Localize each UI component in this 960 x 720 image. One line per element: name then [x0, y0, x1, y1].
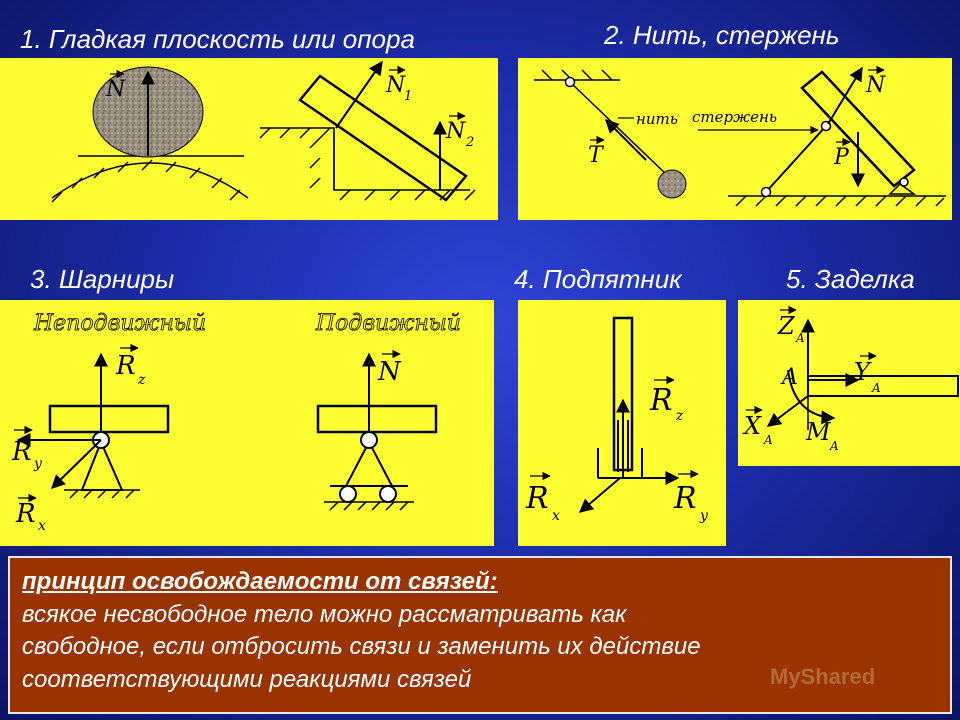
label-rz: R — [650, 383, 673, 418]
panel-smooth-plane — [0, 58, 498, 220]
fixed-hinge-beam — [50, 406, 168, 432]
ceiling — [534, 70, 620, 80]
movable-hinge-roller-right — [380, 486, 396, 502]
label-ma: M — [806, 418, 831, 446]
panel-hinges — [0, 300, 494, 546]
rod-hinge-bottom — [762, 188, 771, 197]
thread-pin — [566, 78, 575, 87]
label-rx: R — [526, 481, 549, 516]
label-rz-sub: z — [138, 372, 146, 388]
heading-thread-rod: 2. Нить, стержень — [604, 20, 840, 50]
arrow-n1 — [336, 62, 382, 128]
arrow-rx — [52, 440, 101, 488]
label-n2: N — [446, 119, 466, 144]
slanted-bar — [300, 76, 466, 200]
thread-line — [570, 82, 668, 176]
label-rx-sub: x — [38, 518, 46, 534]
ledge-ground — [260, 128, 475, 200]
label-rx-sub: x — [552, 508, 560, 524]
label-n1-sub: 1 — [404, 89, 413, 104]
label-ry-sub: y — [34, 456, 42, 472]
principle-title: принцип освобождаемости от связей: — [22, 568, 498, 595]
arrow-xa — [768, 396, 808, 426]
curved-ground — [52, 160, 248, 202]
panel-thrust-bearing — [518, 300, 726, 546]
label-xa-sub: A — [764, 433, 773, 447]
label-n: N — [106, 77, 126, 102]
label-ry: R — [674, 481, 697, 516]
movable-hinge-roller-left — [340, 486, 356, 502]
label-n: N — [378, 357, 401, 387]
label-za: Z — [778, 312, 795, 340]
principle-line-1: всякое несвободное тело можно рассматривать как — [22, 600, 627, 628]
heading-fixed-end: 5. Заделка — [786, 264, 915, 294]
rod-ground — [728, 196, 946, 206]
arrow-rx — [580, 478, 620, 512]
label-ma-sub: A — [830, 439, 839, 453]
label-ry: R — [12, 437, 32, 467]
label-n: N — [866, 73, 886, 98]
label-ya: Y — [854, 358, 870, 386]
label-n1: N — [386, 73, 406, 98]
label-n2-sub: 2 — [466, 135, 475, 150]
panel-fixed-end — [738, 300, 960, 466]
fixed-hinge-support — [82, 442, 122, 490]
heading-thrust-bearing: 4. Подпятник — [514, 264, 682, 294]
principle-box — [8, 556, 952, 714]
movable-hinge-pin — [361, 432, 377, 448]
movable-hinge-ground — [324, 502, 414, 510]
label-p: P — [834, 145, 849, 170]
arrow-n — [828, 68, 862, 124]
fixed-hinge-ground — [64, 490, 140, 498]
label-sterzhen: стержень — [692, 108, 778, 126]
label-t: T — [588, 143, 603, 168]
label-a: A — [782, 365, 798, 390]
movable-hinge-beam — [318, 406, 436, 432]
watermark-logo: MyShared — [770, 664, 876, 689]
heading-hinges: 3. Шарниры — [30, 264, 175, 294]
label-za-sub: A — [796, 331, 805, 345]
label-ry-sub: y — [700, 508, 708, 524]
label-fixed-hinge: Неподвижный — [34, 311, 207, 336]
label-xa: X — [744, 412, 762, 440]
label-ya-sub: A — [872, 381, 881, 395]
label-movable-hinge: Подвижный — [316, 311, 461, 336]
label-rz-sub: z — [676, 408, 684, 424]
hanging-ball — [658, 170, 686, 198]
label-rz: R — [116, 351, 136, 381]
support-rod — [766, 126, 826, 192]
panel-thread-rod — [518, 58, 952, 220]
principle-line-2: свободное, если отбросить связи и заменить их действие — [22, 633, 701, 660]
principle-line-3: соответствующими реакциями связей — [22, 665, 472, 693]
heading-smooth-plane: 1. Гладкая плоскость или опора — [20, 24, 415, 54]
label-rx: R — [16, 499, 36, 529]
beam-pivot-pin — [900, 178, 908, 186]
label-nit: нить — [636, 110, 678, 128]
